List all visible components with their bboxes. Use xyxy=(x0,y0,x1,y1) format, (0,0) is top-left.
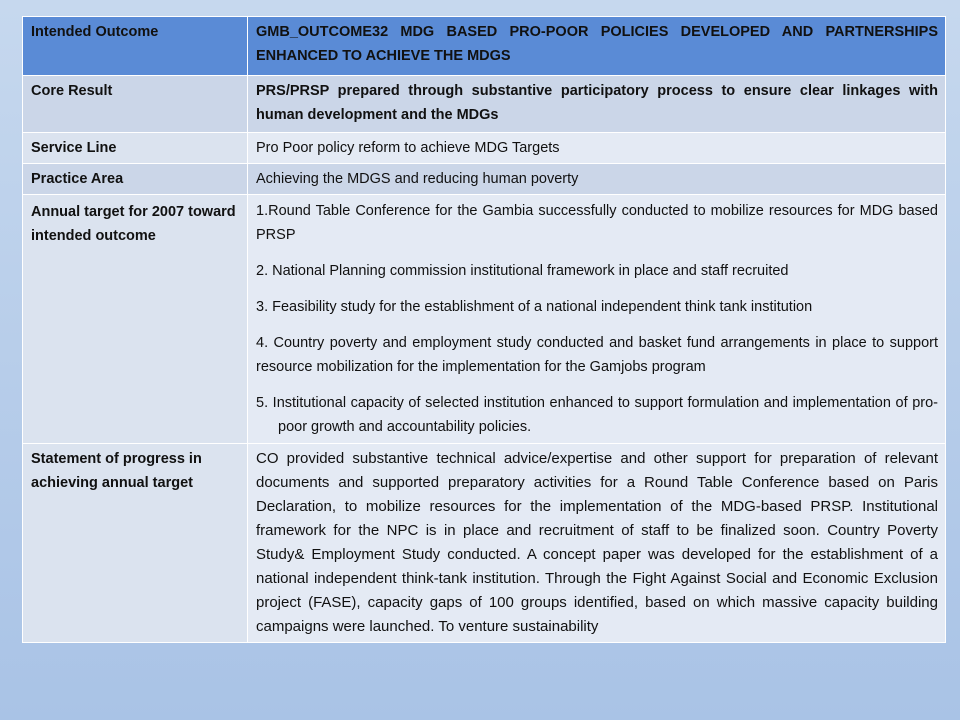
core-result-value: PRS/PRSP prepared through substantive participatory process to ensure clear linkages with human development and the MDGs xyxy=(248,76,946,133)
annual-target-item-2: 2. National Planning commission institutional framework in place and staff recruited xyxy=(256,263,789,279)
row-service-line xyxy=(23,133,946,164)
practice-area-value: Achieving the MDGS and reducing human poverty xyxy=(248,164,946,195)
row-intended-outcome xyxy=(23,17,946,76)
row-annual-target xyxy=(23,195,946,444)
practice-area-label: Practice Area xyxy=(23,164,248,195)
annual-target-item-3: 3. Feasibility study for the establishment of a national independent think tank institution xyxy=(256,299,813,315)
annual-target-item-1: 1.Round Table Conference for the Gambia successfully conducted to mobilize resources for MDG based PRSP xyxy=(256,203,938,243)
intended-outcome-value: GMB_OUTCOME32 MDG BASED PRO-POOR POLICIES DEVELOPED AND PARTNERSHIPS ENHANCED TO ACHIEVE THE MDGS xyxy=(248,17,946,76)
row-statement-of-progress xyxy=(23,444,946,643)
statement-of-progress-value: CO provided substantive technical advice/expertise and other support for preparation of relevant documents and supported preparatory activities for a Round Table Conference based on Paris Declaration, to mobilize resources for the implementation of the MDG-based PRSP. Institutional framework for the NPC is in place and recruitment of staff to be finalized soon. Country Poverty Study& Employment Study conducted. A concept paper was developed for the establishment of a national independent think-tank institution. Through the Fight Against Social and Economic Exclusion project (FASE), capacity gaps of 100 groups identified, based on which massive capacity building campaigns were launched. To venture sustainability xyxy=(248,444,946,643)
annual-target-item-4: 4. Country poverty and employment study conducted and basket fund arrangements in place to support resource mobilization for the implementation for the Gamjobs program xyxy=(256,335,938,375)
annual-target-label: Annual target for 2007 toward intended outcome xyxy=(23,195,248,444)
results-table xyxy=(22,16,946,643)
intended-outcome-label: Intended Outcome xyxy=(23,17,248,76)
core-result-label: Core Result xyxy=(23,76,248,133)
row-practice-area xyxy=(23,164,946,195)
service-line-value: Pro Poor policy reform to achieve MDG Targets xyxy=(248,133,946,164)
service-line-label: Service Line xyxy=(23,133,248,164)
annual-target-list xyxy=(248,195,946,444)
row-core-result xyxy=(23,76,946,133)
annual-target-item-5: 5. Institutional capacity of selected institution enhanced to support formulation and implementation of pro-poor growth and accountability policies. xyxy=(256,395,938,435)
statement-of-progress-label: Statement of progress in achieving annual target xyxy=(23,444,248,643)
